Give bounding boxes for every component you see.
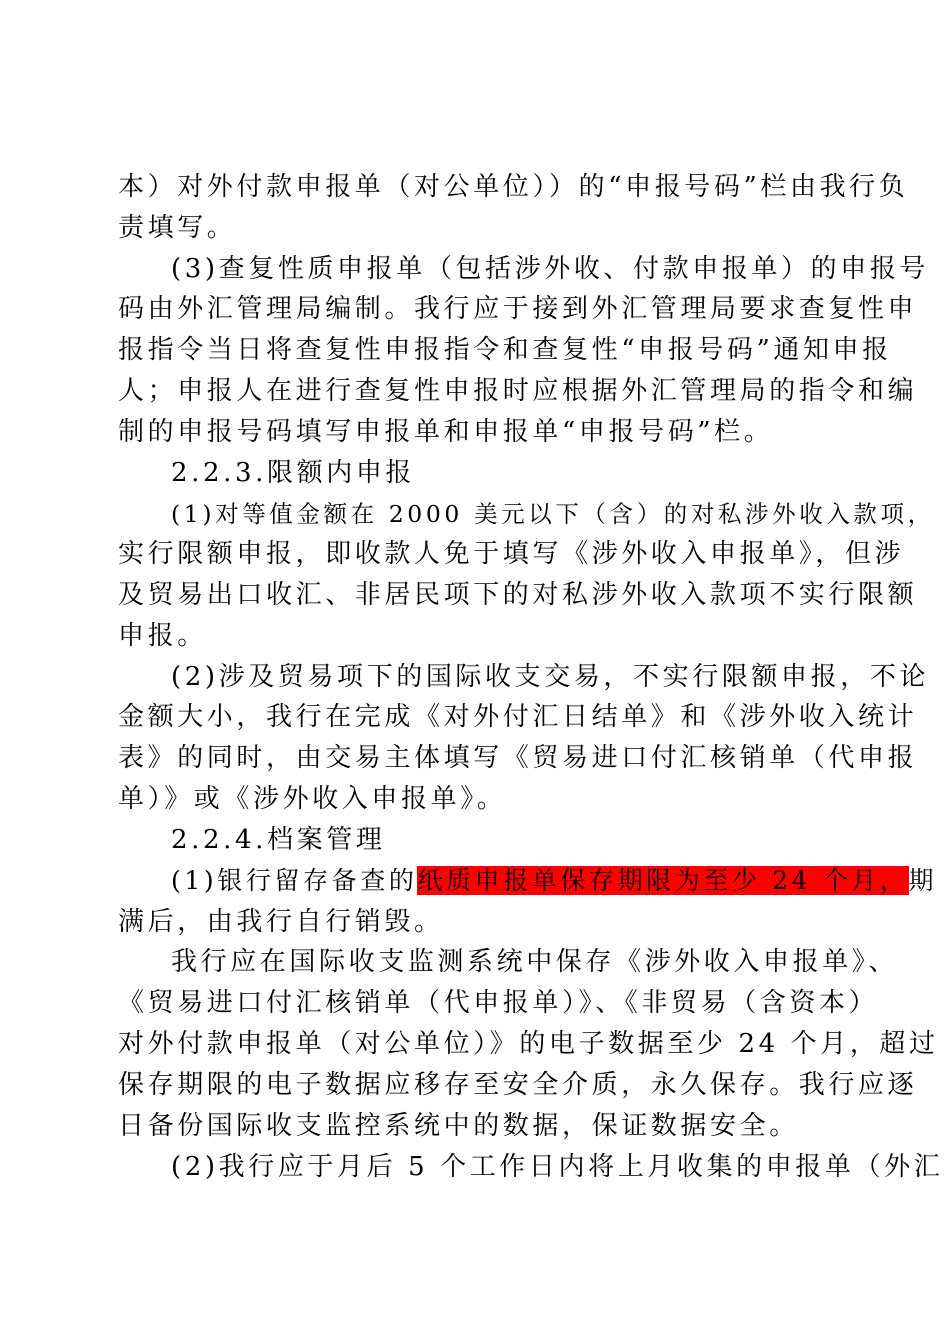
paragraph-line: 实行限额申报，即收款人免于填写《涉外收入申报单》，但涉 [118,539,905,569]
paragraph-line: 我行应在国际收支监测系统中保存《涉外收入申报单》、 [171,947,899,977]
paragraph-line: 责填写。 [118,213,237,243]
paragraph-line-with-highlight [171,864,937,898]
paragraph-line: 《贸易进口付汇核销单（代申报单）》、《非贸易（含资本） [118,988,879,1018]
paragraph-line: (2)涉及贸易项下的国际收支交易，不实行限额申报，不论 [171,662,930,692]
paragraph-line: 金额大小，我行在完成《对外付汇日结单》和《涉外收入统计 [118,702,918,732]
paragraph-line: 保存期限的电子数据应移存至安全介质，永久保存。我行应逐 [118,1070,918,1100]
paragraph-line: 报指令当日将查复性申报指令和查复性“申报号码”通知申报 [118,335,892,365]
paragraph-line: 本）对外付款申报单（对公单位））的“申报号码”栏由我行负 [118,172,909,202]
archive-text-before: (1)银行留存备查的 [171,866,418,895]
paragraph-line: (1)对等值金额在 2000 美元以下（含）的对私涉外收入款项， [171,500,935,528]
paragraph-line: 制的申报号码填写申报单和申报单“申报号码”栏。 [118,417,774,447]
section-heading: 2.2.4.档案管理 [171,825,386,855]
paragraph-line: 人；申报人在进行查复性申报时应根据外汇管理局的指令和编 [118,376,918,406]
paragraph-line: 满后，由我行自行销毁。 [118,907,444,937]
section-heading: 2.2.3.限额内申报 [171,458,416,488]
paragraph-line: (2)我行应于月后 5 个工作日内将上月收集的申报单（外汇 [171,1152,944,1182]
paragraph-line: 对外付款申报单（对公单位）》的电子数据至少 24 个月，超过 [118,1029,939,1059]
highlighted-retention-period: 纸质申报单保存期限为至少 24 个月， [417,866,909,895]
paragraph-line: 申报。 [118,621,207,651]
paragraph-line: (3)查复性质申报单（包括涉外收、付款申报单）的申报号 [171,254,930,284]
archive-text-after: 期 [908,866,938,895]
paragraph-line: 码由外汇管理局编制。我行应于接到外汇管理局要求查复性申 [118,294,918,324]
paragraph-line: 日备份国际收支监控系统中的数据，保证数据安全。 [118,1111,799,1141]
paragraph-line: 及贸易出口收汇、非居民项下的对私涉外收入款项不实行限额 [118,580,918,610]
paragraph-line: 单）》或《涉外收入申报单》。 [118,784,507,814]
paragraph-line: 表》的同时，由交易主体填写《贸易进口付汇核销单（代申报 [118,743,918,773]
